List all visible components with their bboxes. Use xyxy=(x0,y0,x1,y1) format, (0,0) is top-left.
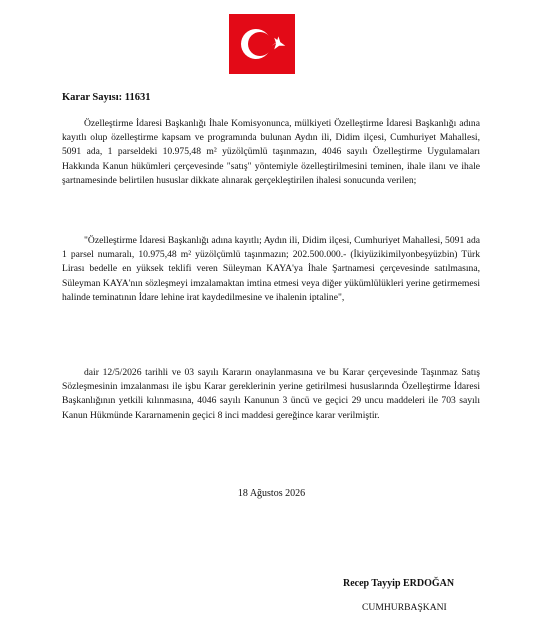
signatory-title: CUMHURBAŞKANI xyxy=(362,602,447,613)
document-date: 18 Ağustos 2026 xyxy=(237,488,306,499)
signatory-name: Recep Tayyip ERDOĞAN xyxy=(343,578,455,589)
body-paragraph-1: Özelleştirme İdaresi Başkanlığı İhale Komisyonunca, mülkiyeti Özelleştirme İdaresi Başkanlığı adına kayıtlı olup özelleştirme kapsam ve programında bulunan Aydın ili, Didim ilçesi, Cumhuriyet Mahallesi, 5091 ada, 1 parseldeki 10.975,48 m² yüzölçümlü taşınmazın, 4046 sayılı Özelleştirme Uygulamaları Hakkında Kanun hükümleri çerçevesinde "satış" yöntemiyle özelleştirilmesini teminen, ihale ilanı ve ihale şartnamesinde belirtilen hususlar dikkate alınarak gerçekleştirilen ihalesi sonucunda verilen; xyxy=(62,118,480,186)
crescent-star-emblem xyxy=(229,14,295,74)
body-paragraph-2-quoted-decision: "Özelleştirme İdaresi Başkanlığı adına kayıtlı; Aydın ili, Didim ilçesi, Cumhuriyet Mahallesi, 5091 ada 1 parsel numaralı, 10.975,48 m² yüzölçümlü taşınmazın; 202.500.000.- (İkiyüzikimilyonbeşyüzbin) Türk Lirası bedelle en yüksek teklifi veren Süleyman KAYA'ya İhale Şartnamesi çerçevesinde satılmasına, Süleyman KAYA'nın sözleşmeyi imzalamaktan imtina etmesi veya diğer yükümlülükleri yerine getirmemesi halinde teminatının İdare lehine irat kaydedilmesine ve ihalenin iptaline", xyxy=(62,235,480,303)
body-paragraph-3: dair 12/5/2026 tarihli ve 03 sayılı Kararın onaylanmasına ve bu Karar çerçevesinde Taşınmaz Satış Sözleşmesinin imzalanması ile işbu Karar gereklerinin yerine getirilmesi hususlarında Özelleştirme İdaresi Başkanlığının yetkili kılınmasına, 4046 sayılı Kanunun 3 üncü ve geçici 29 uncu maddeleri ile 703 sayılı Kanun Hükmünde Kararnamenin geçici 8 inci maddesi gereğince karar verilmiştir. xyxy=(62,367,480,421)
turkish-flag-icon xyxy=(229,14,295,74)
decree-number: Karar Sayısı: 11631 xyxy=(62,92,151,103)
